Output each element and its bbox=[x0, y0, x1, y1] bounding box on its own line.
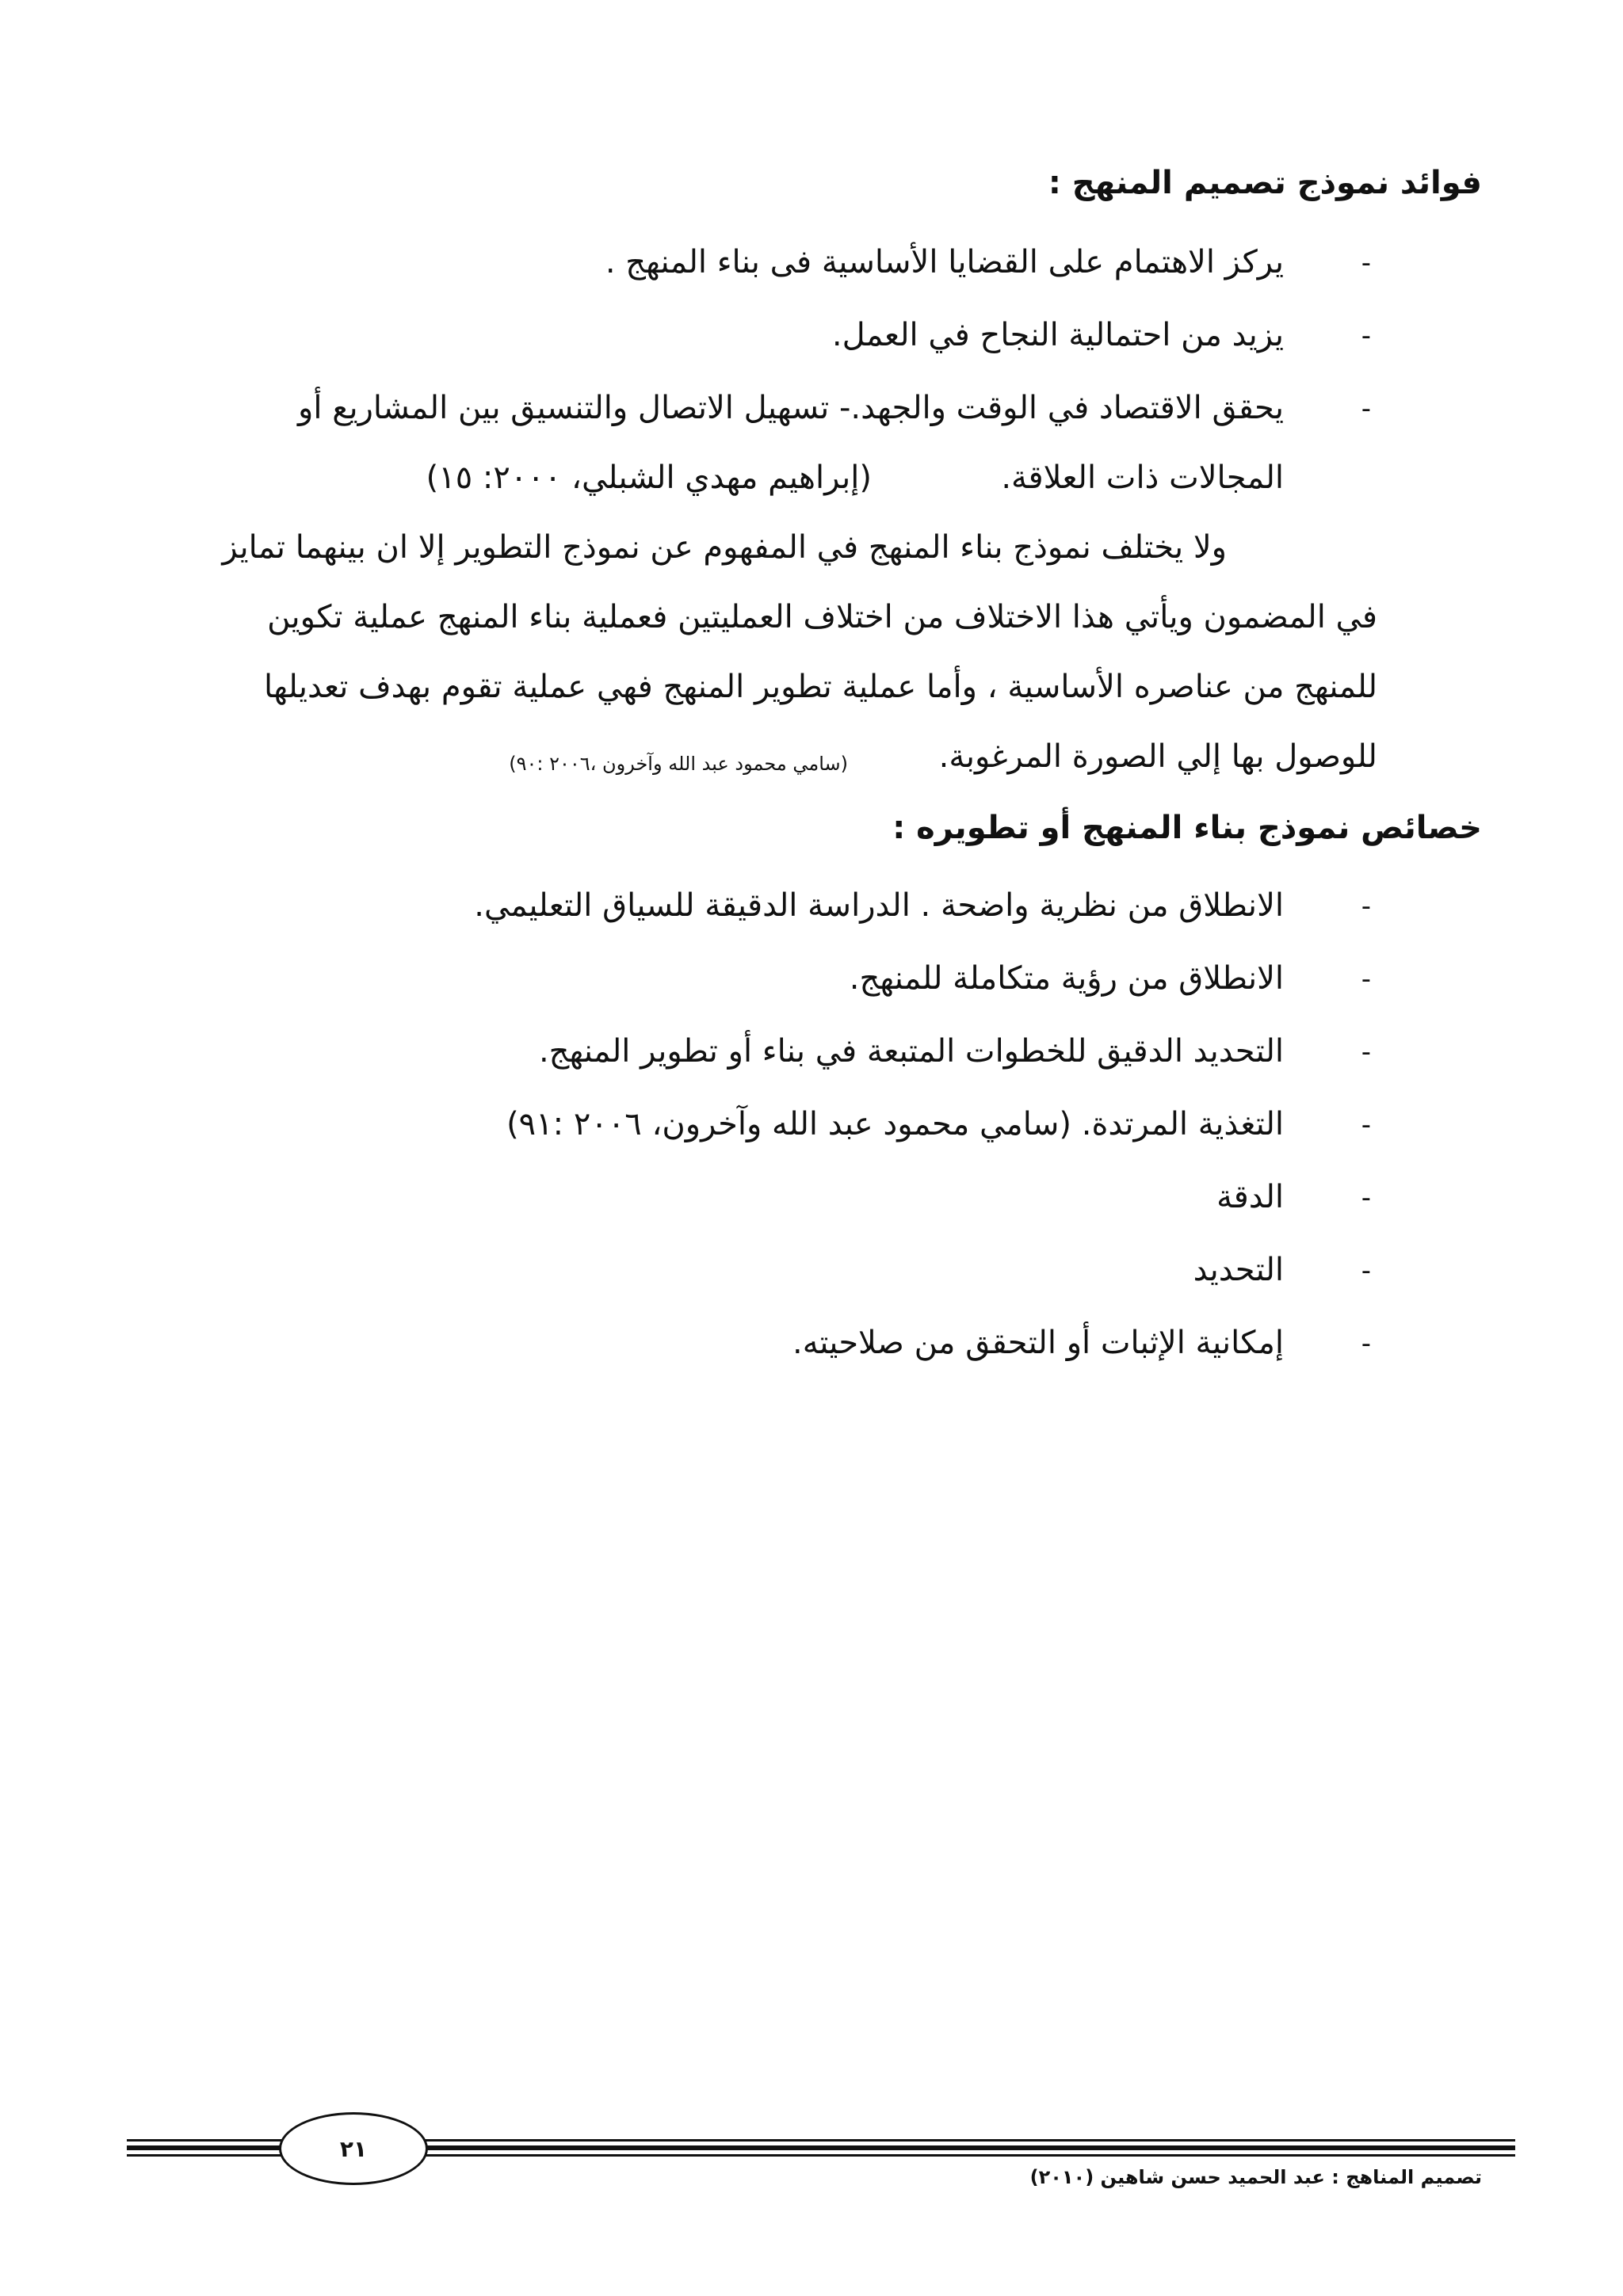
bullet-dash: - bbox=[1361, 963, 1371, 995]
page-number-oval bbox=[279, 2112, 428, 2185]
list-item: الانطلاق من نظرية واضحة . الدراسة الدقيقة للسياق التعليمي. bbox=[474, 887, 1284, 924]
bullet-dash: - bbox=[1361, 1036, 1371, 1068]
bullet-dash: - bbox=[1361, 1328, 1371, 1360]
bullet-dash: - bbox=[1361, 891, 1371, 922]
bullet-dash: - bbox=[1361, 393, 1371, 425]
list-item: يحقق الاقتصاد في الوقت والجهد.- تسهيل الاتصال والتنسيق بين المشاريع أو bbox=[298, 390, 1284, 426]
list-item: يركز الاهتمام على القضايا الأساسية فى بناء المنهج . bbox=[605, 244, 1284, 280]
bullet-dash: - bbox=[1361, 1255, 1371, 1287]
bullet-dash: - bbox=[1361, 247, 1371, 279]
section-heading-benefits: فوائد نموذج تصميم المنهج : bbox=[1048, 165, 1482, 201]
list-item: الانطلاق من رؤية متكاملة للمنهج. bbox=[849, 960, 1284, 997]
bullet-dash: - bbox=[1361, 320, 1371, 352]
list-item: إمكانية الإثبات أو التحقق من صلاحيته. bbox=[792, 1325, 1284, 1361]
list-item-continuation: المجالات ذات العلاقة. bbox=[1001, 460, 1284, 496]
citation: (إبراهيم مهدي الشبلي، ٢٠٠٠: ١٥) bbox=[426, 460, 872, 496]
citation: (سامي محمود عبد الله وآخرون ،٢٠٠٦ :٩٠) bbox=[509, 753, 848, 775]
paragraph-line: للمنهج من عناصره الأساسية ، وأما عملية تطوير المنهج فهي عملية تقوم بهدف تعديلها bbox=[264, 669, 1377, 705]
bullet-dash: - bbox=[1361, 1109, 1371, 1141]
section-heading-characteristics: خصائص نموذج بناء المنهج أو تطويره : bbox=[892, 810, 1482, 846]
paragraph-line: للوصول بها إلي الصورة المرغوبة. bbox=[938, 738, 1377, 775]
paragraph-line: في المضمون ويأتي هذا الاختلاف من اختلاف العمليتين فعملية بناء المنهج عملية تكوين bbox=[267, 599, 1377, 635]
running-title: تصميم المناهج : عبد الحميد حسن شاهين (٢٠١٠) bbox=[1029, 2166, 1482, 2188]
paragraph-line: ولا يختلف نموذج بناء المنهج في المفهوم عن نموذج التطوير إلا ان بينهما تمايز bbox=[222, 529, 1227, 566]
page-number: ٢١ bbox=[339, 2135, 368, 2162]
list-item: يزيد من احتمالية النجاح في العمل. bbox=[831, 317, 1284, 353]
list-item: التحديد bbox=[1193, 1252, 1284, 1288]
list-item: الدقة bbox=[1216, 1179, 1284, 1215]
bullet-dash: - bbox=[1361, 1182, 1371, 1214]
list-item: التحديد الدقيق للخطوات المتبعة في بناء أو تطوير المنهج. bbox=[538, 1033, 1284, 1070]
list-item: التغذية المرتدة. (سامي محمود عبد الله وآخرون، ٢٠٠٦ :٩١) bbox=[506, 1106, 1284, 1142]
